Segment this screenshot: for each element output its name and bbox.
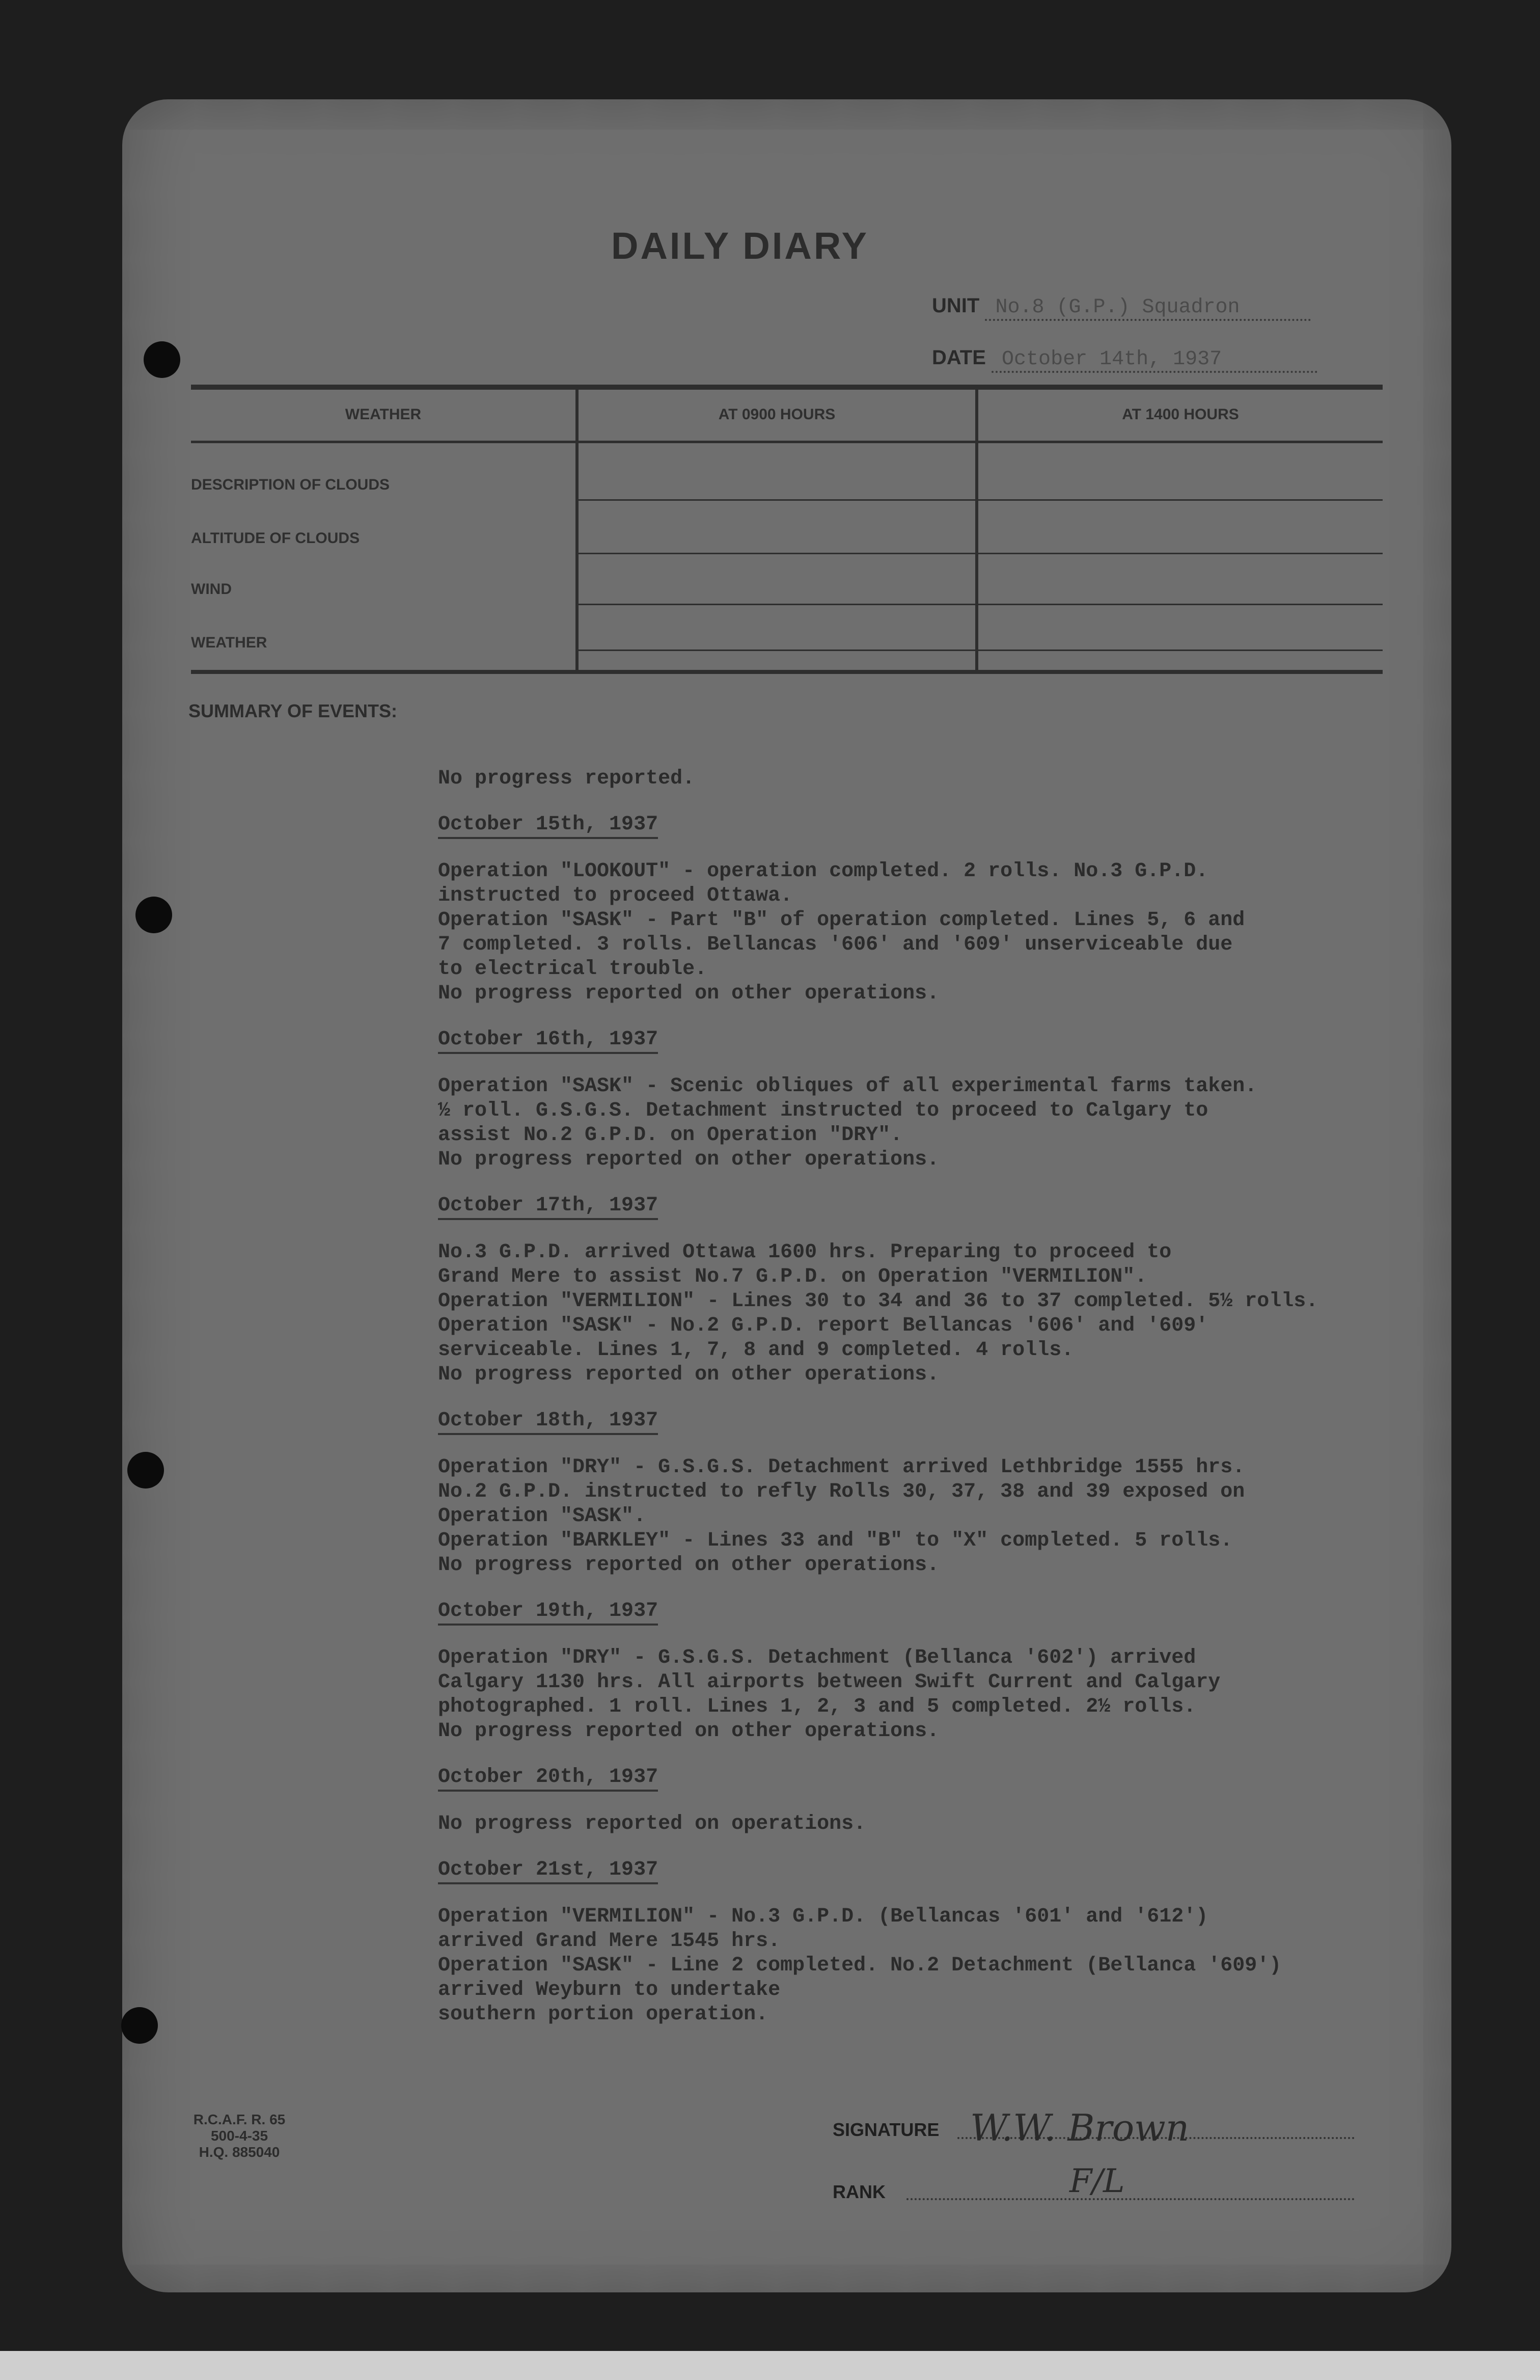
diary-entry <box>438 813 1431 1006</box>
date-label: DATE <box>932 346 986 369</box>
row-label-weather: WEATHER <box>191 634 267 651</box>
table-rule <box>575 604 1383 605</box>
page-title: DAILY DIARY <box>611 225 869 267</box>
table-rule <box>575 499 1383 501</box>
form-ref-line: R.C.A.F. R. 65 <box>193 2112 286 2127</box>
col-header-1400: AT 1400 HOURS <box>1122 406 1239 423</box>
punch-hole <box>144 341 180 378</box>
entry-text: No.3 G.P.D. arrived Ottawa 1600 hrs. Preparing to proceed to Grand Mere to assist No.7 G.P.D. on Operation "VERMILION". Operation "VERMILION" - Lines 30 to 34 and 36 to 37 completed. 5½ rolls. Operation "SASK" - No.2 G.P.D. report Bellancas '606' and '609' serviceable. Lines 1, 7, 8 and 9 completed. 4 rolls. No progress reported on other operations. <box>438 1241 1318 1386</box>
table-rule <box>575 650 1383 651</box>
unit-label: UNIT <box>932 294 980 317</box>
diary-entry <box>438 1765 1431 1836</box>
weather-table <box>191 385 1383 678</box>
signature-label: SIGNATURE <box>833 2119 940 2140</box>
punch-hole <box>121 2007 158 2044</box>
punch-hole <box>135 897 172 933</box>
entry-date: October 17th, 1937 <box>438 1194 658 1220</box>
entry-text: Operation "VERMILION" - No.3 G.P.D. (Bellancas '601' and '612') arrived Grand Mere 1545 hrs. Operation "SASK" - Line 2 completed. No.2 Detachment (Bellanca '609') arrived Weyburn to undertake southern portion operation. <box>438 1905 1282 2026</box>
unit-value: No.8 (G.P.) Squadron <box>985 296 1311 321</box>
entry-text: Operation "SASK" - Scenic obliques of all experimental farms taken. ½ roll. G.S.G.S. Detachment instructed to proceed to Calgary to assist No.2 G.P.D. on Operation "DRY". No progress reported on other operations. <box>438 1075 1257 1171</box>
intro-text: No progress reported. <box>438 767 695 790</box>
entry-date: October 18th, 1937 <box>438 1409 658 1435</box>
date-value: October 14th, 1937 <box>992 348 1317 373</box>
entry-text: Operation "DRY" - G.S.G.S. Detachment arrived Lethbridge 1555 hrs. No.2 G.P.D. instructed to refly Rolls 30, 37, 38 and 39 exposed on Operation "SASK". Operation "BARKLEY" - Lines 33 and "B" to "X" completed. 5 rolls. No progress reported on other operations. <box>438 1456 1245 1577</box>
form-reference <box>173 2112 306 2160</box>
entry-date: October 16th, 1937 <box>438 1027 658 1054</box>
rank-label: RANK <box>833 2181 886 2202</box>
entry-text: Operation "LOOKOUT" - operation completed. 2 rolls. No.3 G.P.D. instructed to proceed Ottawa. Operation "SASK" - Part "B" of operation completed. Lines 5, 6 and 7 completed. 3 rolls. Bellancas '606' and '609' unserviceable due to electrical trouble. No progress reported on other operations. <box>438 860 1245 1005</box>
table-divider <box>975 385 978 670</box>
row-label-altitude: ALTITUDE OF CLOUDS <box>191 530 360 547</box>
entry-date: October 21st, 1937 <box>438 1858 658 1884</box>
table-rule <box>575 553 1383 554</box>
summary-intro <box>438 767 1431 791</box>
diary-entry <box>438 1194 1431 1387</box>
entry-text: Operation "DRY" - G.S.G.S. Detachment (Bellanca '602') arrived Calgary 1130 hrs. All airports between Swift Current and Calgary photographed. 1 roll. Lines 1, 2, 3 and 5 completed. 2½ rolls. No progress reported on other operations. <box>438 1646 1221 1743</box>
entry-date: October 20th, 1937 <box>438 1765 658 1792</box>
col-header-weather: WEATHER <box>345 406 422 423</box>
date-field <box>932 346 1317 373</box>
entry-text: No progress reported on operations. <box>438 1813 866 1835</box>
signature-handwriting: W.W. Brown <box>970 2106 1190 2149</box>
form-ref-line: 500-4-35 <box>210 2128 268 2144</box>
table-rule <box>191 670 1383 674</box>
col-header-0900: AT 0900 HOURS <box>718 406 836 423</box>
rank-handwriting: F/L <box>1069 2162 1125 2200</box>
row-label-clouds: DESCRIPTION OF CLOUDS <box>191 476 390 493</box>
row-label-wind: WIND <box>191 581 232 598</box>
diary-entry <box>438 1599 1431 1744</box>
table-rule <box>191 385 1383 390</box>
unit-field <box>932 294 1311 321</box>
film-edge <box>0 2351 1540 2380</box>
diary-entry <box>438 1409 1431 1578</box>
punch-hole <box>127 1452 164 1489</box>
diary-entry <box>438 1858 1431 2027</box>
diary-entry <box>438 1027 1431 1172</box>
summary-entries <box>438 767 1431 2048</box>
summary-heading: SUMMARY OF EVENTS: <box>188 700 398 721</box>
entry-date: October 15th, 1937 <box>438 813 658 839</box>
table-rule <box>191 441 1383 443</box>
form-ref-line: H.Q. 885040 <box>199 2144 280 2160</box>
rank-line <box>906 2198 1355 2200</box>
table-divider <box>575 385 579 670</box>
entry-date: October 19th, 1937 <box>438 1599 658 1626</box>
